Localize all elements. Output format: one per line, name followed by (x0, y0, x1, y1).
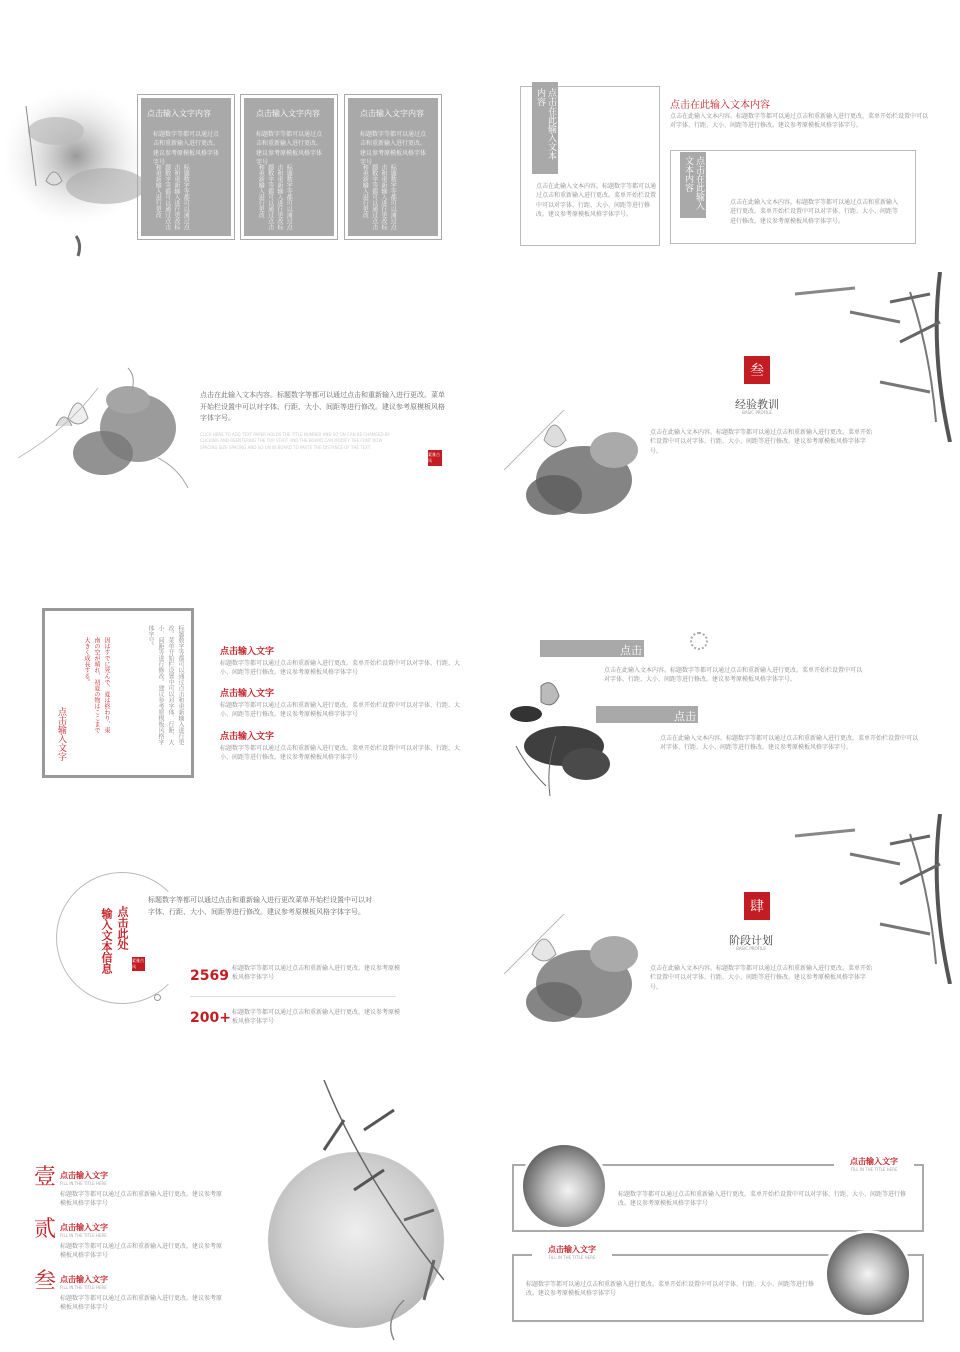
box-top-title-wrap (834, 1156, 914, 1172)
box-bottom-subtitle: FILL IN THE TITLE HERE (548, 1255, 596, 1260)
vertical-title-1: 点击在此输入文本内容 (535, 88, 556, 160)
bamboo-painting (790, 272, 956, 442)
item-body: 标题数字等都可以通过点击和重新输入进行更改。菜单开始栏设置中可以对字体、行距、大小、间距等进行修改。建议参考原模板风格字体字号 (220, 660, 461, 677)
card-1[interactable] (141, 98, 231, 236)
lotus-painting-3 (490, 904, 664, 1034)
card-3-text: 标题数字等都可以通过点击和重新输入进行更改。建议参考原模板风格字体字号 (360, 131, 427, 166)
item-number: 叁 (34, 1269, 57, 1294)
poem-text: 因はすでに死んで、夏は終わり、東南の空が晴れ、初夏の物はここまで大きく成長する。 (83, 637, 110, 733)
slide-3 (4, 272, 470, 534)
section-number: 叁 (750, 363, 764, 379)
title-bar-1-label: 点击 (620, 644, 642, 657)
vertical-title-2: 点击在此输入文本内容 (683, 156, 704, 210)
card-2-vertical-text: 标题数字等都可以通过点击和重新输入进行更改标题数字等都可以通过点击和重新输入进行更改 (257, 164, 293, 230)
seal (428, 450, 442, 466)
box-top-title: 点击输入文字 (850, 1157, 898, 1166)
body-2: 点击在此输入文本内容。标题数字等都可以通过点击和重新输入进行更改。菜单开始栏设置中可以对字体、行距、大小、间距等进行修改。建议参考原模板风格字体字号。 (660, 735, 919, 752)
frame (42, 608, 194, 778)
card-3-title: 点击输入文字内容 (360, 109, 424, 118)
box-right (670, 150, 916, 244)
item-body: 标题数字等都可以通过点击和重新输入进行更改。建议参考原模板风格字体字号 (60, 1295, 223, 1312)
slide-9 (4, 1080, 470, 1342)
divider (190, 996, 396, 997)
section-subtitle: BASIC PROFILE (742, 410, 772, 415)
box-top-subtitle: FILL IN THE TITLE HERE (850, 1167, 898, 1172)
item-subtitle: FILL IN THE TITLE HERE (60, 1285, 107, 1290)
item-body: 标题数字等都可以通过点击和重新输入进行更改。菜单开始栏设置中可以对字体、行距、大小、间距等进行修改。建议参考原模板风格字体字号 (220, 702, 461, 719)
stat-1-number: 2569 (190, 968, 229, 984)
card-3-vertical-text: 标题数字等都可以通过点击和重新输入进行更改标题数字等都可以通过点击和重新输入进行更改 (361, 164, 397, 230)
ink-lotus-painting (490, 676, 626, 806)
seal-text: 素雅古风 (132, 958, 144, 969)
lotus-circle-photo-1 (520, 1142, 608, 1230)
title-bar-1 (540, 640, 644, 657)
card-2-frame (240, 94, 338, 240)
card-2[interactable] (244, 98, 334, 236)
box-top-body: 标题数字等都可以通过点击和重新输入进行更改。菜单开始栏设置中可以对字体、行距、大小、间距等进行修改。建议参考原模板风格字体字号 (618, 1191, 907, 1208)
section-number-badge (744, 892, 770, 920)
box-bottom-title-wrap (532, 1244, 612, 1260)
item-title: 点击输入文字 (60, 1275, 108, 1284)
bamboo-branch-painting (304, 1080, 444, 1342)
seal-text: 素雅古风 (428, 452, 440, 463)
lotus-painting (6, 86, 156, 266)
section-body: 点击在此输入文本内容。标题数字等都可以通过点击和重新输入进行更改。菜单开始栏设置中可以对字体、行距、大小、间距等进行修改。建议参考原模板风格字体字号。 (650, 429, 873, 455)
gear-icon (690, 632, 708, 650)
section-number: 肆 (750, 899, 764, 915)
list-item-3 (220, 729, 460, 763)
slide-6 (490, 548, 956, 810)
lotus-leaf-painting (8, 358, 198, 488)
item-number: 壹 (34, 1165, 57, 1190)
box-bottom-body: 标题数字等都可以通过点击和重新输入进行更改。菜单开始栏设置中可以对字体、行距、大小、间距等进行修改。建议参考原模板风格字体字号 (526, 1281, 815, 1298)
card-3[interactable] (348, 98, 438, 236)
red-title: 点击在此输入文本内容 (670, 100, 770, 111)
list-item-2 (220, 686, 460, 720)
vertical-title-a: 点击此处 (116, 906, 129, 950)
card-2-text: 标题数字等都可以通过点击和重新输入进行更改。建议参考原模板风格字体字号 (256, 131, 323, 166)
slide-2 (490, 6, 956, 268)
item-body: 标题数字等都可以通过点击和重新输入进行更改。建议参考原模板风格字体字号 (60, 1191, 223, 1208)
lotus-circle-photo-2 (824, 1230, 912, 1318)
vertical-body: 标题数字等都可以通过点击和重新输入进行更改。菜单开始栏设置中可以对字体、行距、大小、间距等进行修改。建议参考原模板风格字体字号。 (147, 625, 184, 745)
card-1-title: 点击输入文字内容 (147, 109, 211, 118)
vertical-title-b: 输入文本信息 (100, 908, 113, 974)
top-body: 点击在此输入文本内容。标题数字等都可以通过点击和重新输入进行更改。菜单开始栏设置中可以对字体、行距、大小、间距等进行修改。建议参考原模板风格字体字号。 (670, 113, 929, 130)
box-bottom-title: 点击输入文字 (548, 1245, 596, 1254)
card-1-vertical-text: 标题数字等都可以通过点击和重新输入进行更改标题数字等都可以通过点击和重新输入进行更改 (154, 164, 190, 230)
section-body: 点击在此输入文本内容。标题数字等都可以通过点击和重新输入进行更改。菜单开始栏设置中可以对字体、行距、大小、间距等进行修改。建议参考原模板风格字体字号。 (650, 965, 873, 991)
vertical-title: 点击输入文字 (56, 707, 66, 761)
item-title: 点击输入文字 (60, 1171, 108, 1180)
lotus-painting-2 (490, 400, 664, 530)
english-text: CLICK HERE TO ADD TEXT PAPER HOLDS THE TITLE NUMBER AND SO ON CAN BE CHANGED BY CLICKING AND REENTERING THE TOP START AND THE BOARD CAN MODIFY THE FONT ROW SPACING SIZE SPACING AND SO ON IN BOARD TO PASTE THE DISTANCE OF THE TEXT (200, 432, 390, 450)
seal (132, 957, 145, 971)
vertical-title-bar-1 (532, 82, 558, 174)
arc-dot (154, 994, 161, 1001)
body-text: 标题数字等都可以通过点击和重新输入进行更改菜单开始栏设置中可以对字体、行距、大小、间距等进行修改。建议参考原模板风格字体字号。 (148, 896, 372, 917)
stat-1-text: 标题数字等都可以通过点击和重新输入进行更改。建议参考原模板风格字体字号 (232, 965, 401, 982)
card-1-frame (137, 94, 235, 240)
title-bar-2 (596, 706, 698, 723)
slide-4 (490, 272, 956, 534)
item-number: 贰 (34, 1217, 57, 1242)
section-subtitle: BASIC PROFILE (736, 946, 766, 951)
vertical-title-bar-2 (680, 152, 706, 218)
bamboo-painting (790, 814, 956, 984)
right-body: 点击在此输入文本内容。标题数字等都可以通过点击和重新输入进行更改。菜单开始栏设置中可以对字体、行距、大小、间距等进行修改。建议参考原模板风格字体字号。 (730, 199, 899, 225)
section-title: 经验教训 (735, 398, 779, 411)
item-body: 标题数字等都可以通过点击和重新输入进行更改。建议参考原模板风格字体字号 (60, 1243, 223, 1260)
title-bar-2-label: 点击 (674, 710, 696, 723)
stat-2-number: 200+ (190, 1010, 231, 1026)
body-1: 点击在此输入文本内容。标题数字等都可以通过点击和重新输入进行更改。菜单开始栏设置中可以对字体、行距、大小、间距等进行修改。建议参考原模板风格字体字号。 (604, 667, 863, 684)
item-title: 点击输入文字 (60, 1223, 108, 1232)
list-item-1 (220, 644, 460, 678)
item-title: 点击输入文字 (220, 689, 275, 699)
slide-8 (490, 808, 956, 1070)
card-2-title: 点击输入文字内容 (256, 109, 320, 118)
slide-1 (4, 6, 470, 268)
slide-10 (490, 1080, 956, 1342)
body-text: 点击在此输入文本内容。标题数字等都可以通过点击和重新输入进行更改。菜单开始栏设置中可以对字体、行距、大小、间距等进行修改。建议参考原模板风格字体字号。 (200, 391, 445, 423)
stat-2-text: 标题数字等都可以通过点击和重新输入进行更改。建议参考原模板风格字体字号 (232, 1009, 401, 1026)
section-title: 阶段计划 (729, 934, 773, 947)
item-title: 点击输入文字 (220, 732, 275, 742)
card-3-frame (344, 94, 442, 240)
slide-7 (4, 820, 470, 1082)
item-title: 点击输入文字 (220, 647, 275, 657)
slide-5 (4, 548, 470, 810)
section-number-badge (744, 356, 770, 384)
item-body: 标题数字等都可以通过点击和重新输入进行更改。菜单开始栏设置中可以对字体、行距、大小、间距等进行修改。建议参考原模板风格字体字号 (220, 745, 461, 762)
item-subtitle: FILL IN THE TITLE HERE (60, 1233, 107, 1238)
left-body: 点击在此输入文本内容。标题数字等都可以通过点击和重新输入进行更改。菜单开始栏设置中可以对字体、行距、大小、间距等进行修改。建议参考原模板风格字体字号。 (536, 183, 657, 218)
card-1-text: 标题数字等都可以通过点击和重新输入进行更改。建议参考原模板风格字体字号 (153, 131, 220, 166)
item-subtitle: FILL IN THE TITLE HERE (60, 1181, 107, 1186)
